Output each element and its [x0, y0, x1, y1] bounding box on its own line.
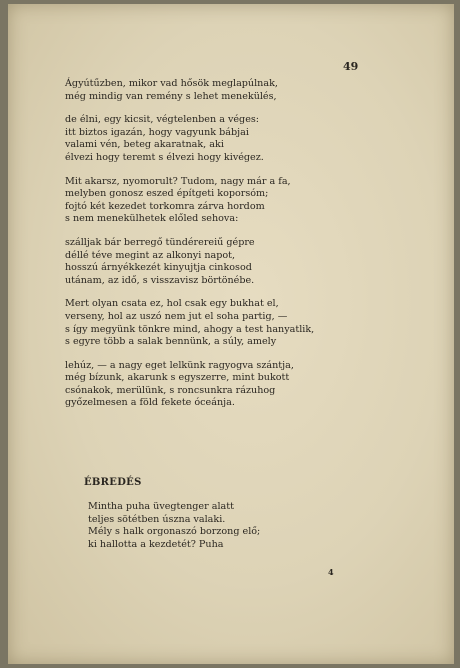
poem-line: s nem menekülhetek előled sehova: [65, 213, 239, 225]
poem-line: lehúz, — a nagy eget lelkünk ragyogva szántja, [65, 359, 294, 371]
stanza [65, 176, 365, 226]
poem-line: Mit akarsz, nyomorult? Tudom, nagy már a fa, [65, 175, 291, 187]
poem-body [65, 78, 365, 421]
poem-line: Ágyútűzben, mikor vad hősök meglapúlnak, [65, 78, 278, 89]
poem-line: Mély s halk orgonaszó borzong elő; [88, 526, 261, 538]
section-title: ÉBREDÉS [84, 477, 142, 488]
poem-line: verseny, hol az uszó nem jut el soha partig, — [65, 310, 288, 322]
stanza [65, 114, 365, 164]
poem-line: szálljak bár berregő tündérereiű gépre [65, 236, 255, 248]
poem-line: élvezi hogy teremt s élvezi hogy kivégez. [65, 151, 264, 163]
poem-line: melyben gonosz eszed építgeti koporsóm; [65, 188, 269, 200]
stanza [65, 360, 365, 410]
section-poem-body [88, 501, 328, 551]
poem-line: még mindig van remény s lehet menekülés, [65, 90, 277, 102]
poem-line: hosszú árnyékkezét kinyujtja cinkosod [65, 262, 252, 274]
stanza [65, 78, 365, 103]
book-page [8, 4, 454, 664]
poem-line: itt biztos igazán, hogy vagyunk bábjai [65, 126, 249, 138]
poem-line: teljes sötétben úszna valaki. [88, 513, 226, 525]
poem-line: győzelmesen a föld fekete óceánja. [65, 397, 235, 409]
poem-line: Mert olyan csata ez, hol csak egy bukhat el, [65, 298, 279, 310]
poem-line: még bízunk, akarunk s egyszerre, mint bukott [65, 372, 290, 384]
printer-signature-mark: 4 [328, 567, 334, 577]
page-number: 49 [343, 60, 359, 73]
poem-line: déllé téve megint az alkonyi napot, [65, 249, 236, 261]
poem-line: Mintha puha üvegtenger alatt [88, 501, 234, 512]
poem-line: de élni, egy kicsit, végtelenben a véges: [65, 114, 260, 126]
poem-line: s így megyünk tönkre mind, ahogy a test hanyatlik, [65, 323, 315, 335]
poem-line: fojtó két kezedet torkomra zárva hordom [65, 200, 265, 212]
poem-line: ki hallotta a kezdetét? Puha [88, 538, 224, 550]
stanza [65, 237, 365, 287]
poem-line: utánam, az idő, s visszavisz börtönébe. [65, 274, 255, 286]
poem-line: valami vén, beteg akaratnak, aki [65, 139, 224, 151]
poem-line: csónakok, merülünk, s roncsunkra rázuhog [65, 384, 276, 396]
stanza [65, 298, 365, 348]
poem-line: s egyre több a salak bennünk, a súly, amely [65, 336, 277, 348]
